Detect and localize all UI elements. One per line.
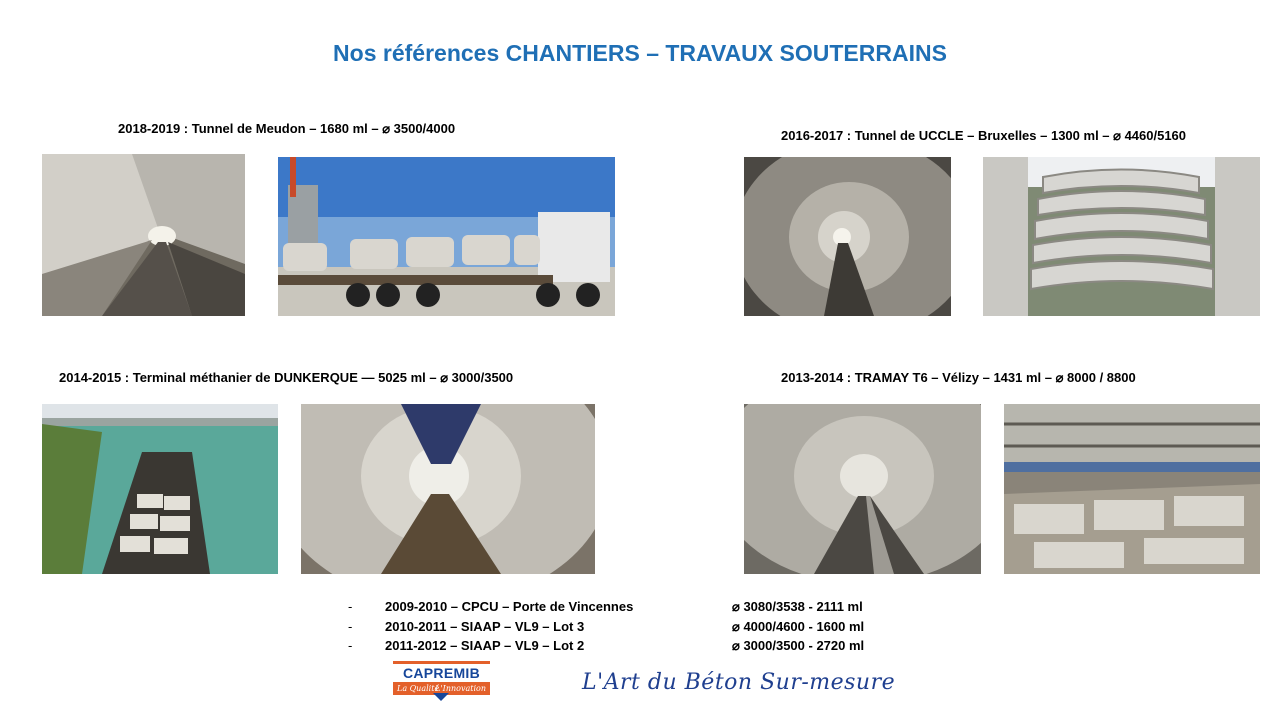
- project-caption-dunkerque: 2014-2015 : Terminal méthanier de DUNKERQUE — 5025 ml – ⌀ 3000/3500: [59, 370, 514, 385]
- logo-name: CAPREMIB: [393, 661, 490, 682]
- slogan: L'Art du Béton Sur-mesure: [582, 670, 896, 695]
- photo-tramay-tunnel: [744, 404, 981, 574]
- photo-dunkerque-barge: [42, 404, 278, 574]
- capremib-logo: [393, 661, 490, 701]
- photo-tramay-factory: [1004, 404, 1260, 574]
- photo-uccle-segments: [983, 157, 1260, 316]
- logo-mark-icon: [433, 693, 449, 701]
- photo-dunkerque-tunnel: [301, 404, 595, 574]
- photo-meudon-truck: [278, 157, 615, 316]
- project-caption-meudon: 2018-2019 : Tunnel de Meudon – 1680 ml – ⌀ 3500/4000: [118, 121, 456, 136]
- photo-uccle-tunnel: [744, 157, 951, 316]
- photo-meudon-tunnel: [42, 154, 245, 316]
- project-caption-tramay: 2013-2014 : TRAMAY T6 – Vélizy – 1431 ml – ⌀ 8000 / 8800: [781, 370, 1136, 385]
- logo-tagline: La Qualité L'Innovation: [393, 682, 490, 695]
- page-title: Nos références CHANTIERS – TRAVAUX SOUTERRAINS: [333, 40, 947, 66]
- project-caption-uccle: 2016-2017 : Tunnel de UCCLE – Bruxelles – 1300 ml – ⌀ 4460/5160: [781, 128, 1187, 143]
